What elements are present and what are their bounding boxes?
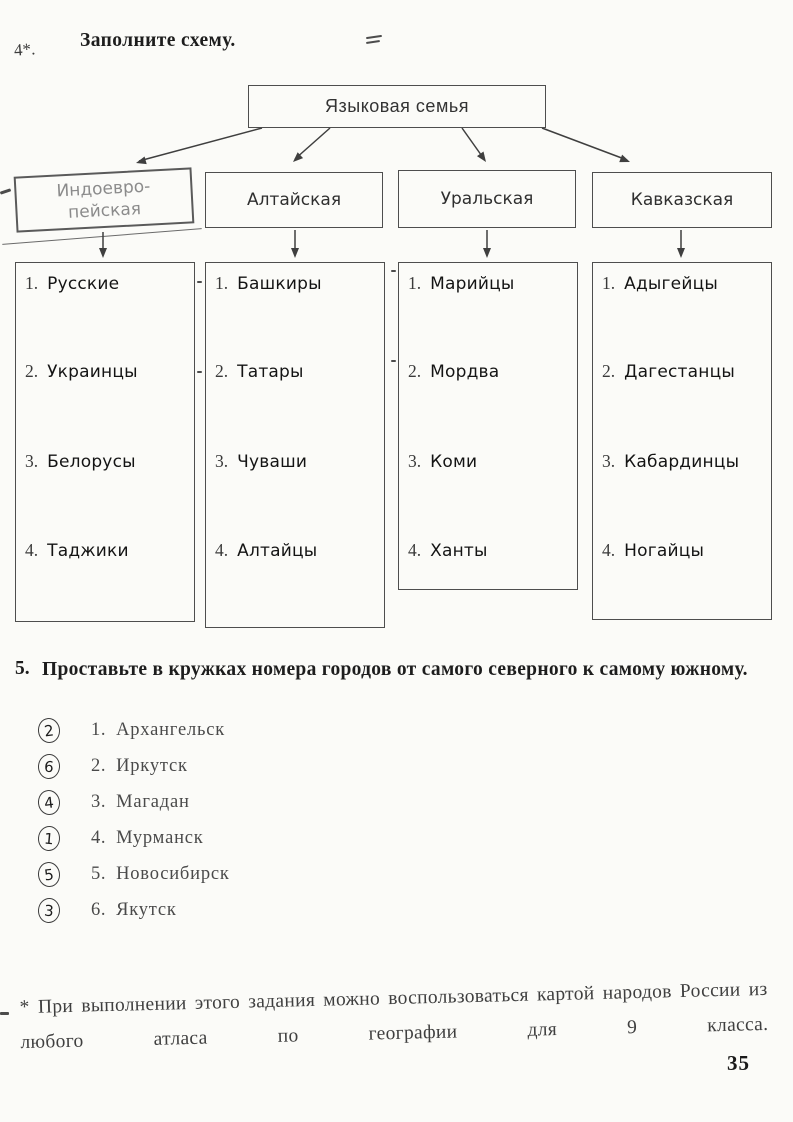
item-number: 2.	[25, 361, 39, 381]
list-item	[602, 361, 735, 382]
city-row	[38, 716, 225, 744]
handwritten-answer: Дагестанцы	[624, 362, 735, 382]
list-item	[25, 540, 129, 561]
list-item	[602, 540, 704, 561]
item-number: 2.	[602, 361, 616, 381]
handwritten-answer: Татары	[237, 362, 304, 382]
handwritten-answer: Украинцы	[47, 362, 138, 382]
list-item	[215, 273, 322, 294]
list-item	[25, 451, 136, 472]
item-number: 2.	[215, 361, 229, 381]
handwritten-answer: Чуваши	[237, 452, 308, 472]
city-name: Новосибирск	[116, 863, 230, 884]
family-header-label: Алтайская	[246, 190, 342, 210]
family-list-caucasian	[592, 262, 772, 620]
family-list-indo-european	[15, 262, 195, 622]
family-header-indo-european	[14, 167, 195, 232]
list-item	[408, 451, 477, 472]
city-name: Магадан	[116, 791, 190, 812]
handwritten-answer: Таджики	[47, 541, 129, 561]
city-name: Якутск	[116, 899, 177, 920]
scan-artifact	[0, 1012, 9, 1015]
item-number: 4.	[215, 540, 229, 560]
city-name: Иркутск	[116, 755, 188, 776]
handwritten-answer: Алтайцы	[237, 541, 318, 561]
handwritten-answer: Русские	[47, 274, 120, 294]
city-number: 6.	[91, 899, 107, 920]
answer-circle: 1	[37, 825, 61, 852]
list-item	[25, 273, 119, 294]
answer-circle: 2	[37, 716, 62, 743]
list-item	[215, 540, 317, 561]
list-item	[602, 451, 739, 472]
city-row	[38, 896, 177, 924]
scan-artifact	[391, 360, 396, 362]
task5-number: 5.	[15, 658, 30, 679]
city-row	[38, 788, 190, 816]
scan-artifact	[197, 371, 202, 373]
family-list-uralic	[398, 262, 578, 590]
city-name: Мурманск	[116, 827, 204, 848]
list-item	[25, 361, 138, 382]
answer-circle: 6	[37, 753, 61, 780]
item-number: 1.	[25, 273, 39, 293]
city-row	[38, 752, 188, 780]
handwritten-answer: Ханты	[430, 541, 488, 561]
scan-artifact	[391, 270, 396, 272]
city-number: 1.	[91, 719, 107, 740]
family-header-label: Кавказская	[630, 190, 734, 210]
item-number: 3.	[408, 451, 422, 471]
item-number: 4.	[602, 540, 616, 560]
list-item	[408, 273, 515, 294]
root-node-language-family	[248, 85, 546, 128]
city-number: 2.	[91, 755, 107, 776]
task5-title: Проставьте в кружках номера городов от самого северного к самому южному.	[42, 659, 748, 680]
item-number: 1.	[408, 273, 422, 293]
family-header-altaic	[205, 172, 383, 228]
family-header-label: Уральская	[440, 189, 534, 209]
item-number: 2.	[408, 361, 422, 381]
diagram-connector-arrows	[0, 0, 793, 270]
handwritten-answer: Ногайцы	[624, 541, 705, 561]
handwritten-answer: Кабардинцы	[624, 452, 740, 472]
item-number: 4.	[25, 540, 39, 560]
item-number: 3.	[602, 451, 616, 471]
list-item	[408, 540, 488, 561]
answer-circle: 4	[37, 788, 62, 815]
city-name: Архангельск	[116, 719, 226, 740]
family-header-label: Индоевро-пейская	[56, 176, 151, 223]
handwritten-answer: Адыгейцы	[624, 274, 718, 294]
city-number: 3.	[91, 791, 107, 812]
city-row	[38, 860, 230, 888]
item-number: 1.	[602, 273, 616, 293]
item-number: 3.	[25, 451, 39, 471]
city-number: 4.	[91, 827, 107, 848]
handwritten-answer: Марийцы	[430, 274, 515, 294]
city-number: 5.	[91, 863, 107, 884]
page-number: 35	[727, 1051, 750, 1075]
family-list-altaic	[205, 262, 385, 628]
list-item	[602, 273, 718, 294]
answer-circle: 5	[37, 860, 62, 887]
handwritten-answer: Башкиры	[237, 274, 322, 294]
family-header-caucasian	[592, 172, 772, 228]
scan-artifact	[197, 281, 202, 283]
item-number: 1.	[215, 273, 229, 293]
answer-circle: 3	[37, 897, 61, 924]
list-item	[408, 361, 499, 382]
footnote: * При выполнении этого задания можно воспользоваться картой народов России из любого атласа по географии для 9 класса.	[19, 978, 769, 1053]
item-number: 3.	[215, 451, 229, 471]
handwritten-answer: Мордва	[430, 362, 500, 382]
handwritten-answer: Коми	[430, 452, 478, 472]
family-header-uralic	[398, 170, 576, 228]
task4-title: Заполните схему.	[80, 30, 236, 51]
city-row	[38, 824, 204, 852]
handwritten-answer: Белорусы	[47, 452, 136, 472]
task4-number: 4*.	[13, 39, 36, 60]
root-node-label: Языковая семья	[325, 96, 469, 116]
list-item	[215, 451, 307, 472]
item-number: 4.	[408, 540, 422, 560]
list-item	[215, 361, 304, 382]
